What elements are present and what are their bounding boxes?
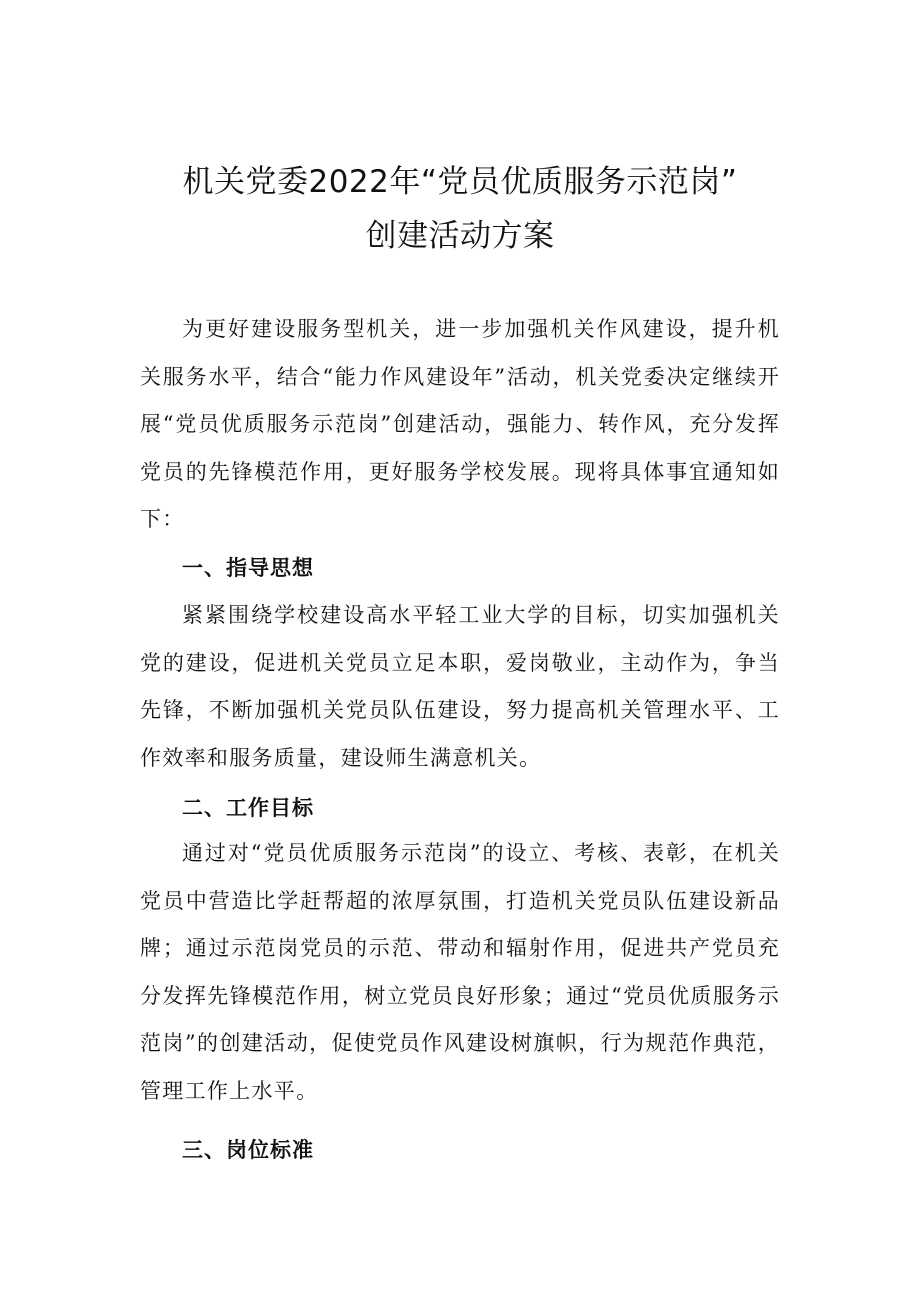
- intro-paragraph: 为更好建设服务型机关，进一步加强机关作风建设，提升机关服务水平，结合“能力作风建设年”活动，机关党委决定继续开展“党员优质服务示范岗”创建活动，强能力、转作风，充分发挥党员的先锋模范作用，更好服务学校发展。现将具体事宜通知如下：: [140, 317, 780, 532]
- section-heading-guiding-ideology: 一、指导思想: [182, 556, 314, 580]
- document-title-line-1: 机关党委2022年“党员优质服务示范岗”: [182, 164, 738, 200]
- document-title-line-2: 创建活动方案: [365, 218, 555, 254]
- section-text-work-goals: 通过对“党员优质服务示范岗”的设立、考核、表彰，在机关党员中营造比学赶帮超的浓厚氛围，打造机关党员队伍建设新品牌；通过示范岗党员的示范、带动和辐射作用，促进共产党员充分发挥先锋模范作用，树立党员良好形象；通过“党员优质服务示范岗”的创建活动，促使党员作风建设树旗帜，行为规范作典范，管理工作上水平。: [140, 841, 780, 1103]
- section-heading-work-goals: 二、工作目标: [182, 796, 314, 820]
- section-text-guiding-ideology: 紧紧围绕学校建设高水平轻工业大学的目标，切实加强机关党的建设，促进机关党员立足本职，爱岗敬业，主动作为，争当先锋，不断加强机关党员队伍建设，努力提高机关管理水平、工作效率和服务质量，建设师生满意机关。: [140, 603, 780, 770]
- section-heading-post-standards: 三、岗位标准: [182, 1138, 314, 1162]
